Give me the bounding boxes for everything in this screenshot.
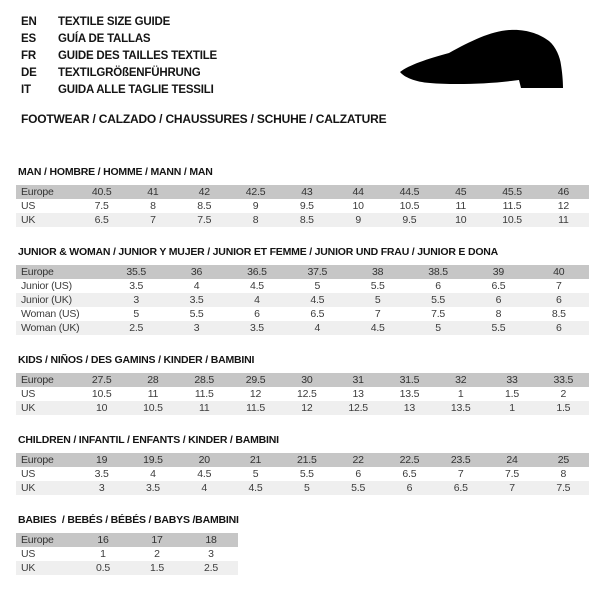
size-value-cell: 8.5 (281, 213, 332, 227)
size-value-cell: 44.5 (384, 185, 435, 199)
size-value-cell: 13.5 (435, 401, 486, 415)
size-value-cell: 3 (106, 293, 166, 307)
size-value-cell: 4.5 (287, 293, 347, 307)
size-table-title: KIDS / NIÑOS / DES GAMINS / KINDER / BAMBINI (18, 354, 255, 366)
size-value-cell: 24 (486, 453, 537, 467)
size-table (16, 185, 589, 227)
language-title: GUIDE DES TAILLES TEXTILE (58, 50, 217, 62)
row-label-cell: UK (16, 561, 76, 575)
language-title: GUIDA ALLE TAGLIE TESSILI (58, 84, 214, 96)
size-value-cell: 27.5 (76, 373, 127, 387)
size-value-cell: 8 (495, 308, 502, 320)
size-value-cell: 22.5 (384, 453, 435, 467)
size-value-cell: 3.5 (227, 321, 287, 335)
size-value-cell: 3 (76, 481, 127, 495)
size-value-cell: 9.5 (384, 213, 435, 227)
row-label-cell: Junior (UK) (16, 293, 106, 307)
size-value-cell: 7.5 (94, 200, 109, 212)
size-value-cell: 1.5 (505, 388, 520, 400)
size-value-cell: 11 (147, 388, 159, 400)
size-value-cell: 4.5 (230, 481, 281, 495)
size-value-cell: 7 (486, 481, 537, 495)
size-table (16, 373, 589, 415)
size-value-cell: 6.5 (310, 308, 325, 320)
size-value-cell: 10.5 (486, 213, 537, 227)
row-label-cell: Woman (UK) (16, 321, 106, 335)
table-row (16, 481, 589, 495)
language-row (21, 48, 386, 65)
row-label-cell: Woman (US) (21, 308, 80, 320)
size-value-cell: 18 (184, 533, 238, 547)
size-value-cell: 8.5 (551, 308, 566, 320)
row-label-cell: Europe (16, 185, 76, 199)
size-value-cell: 4 (227, 293, 287, 307)
size-value-cell: 30 (281, 373, 332, 387)
size-value-cell: 6 (468, 293, 528, 307)
row-label-cell: Europe (16, 533, 76, 547)
size-value-cell: 40 (529, 265, 589, 279)
row-label-cell: UK (16, 213, 76, 227)
size-value-cell: 12.5 (297, 388, 317, 400)
table-row (16, 321, 589, 335)
size-value-cell: 2 (154, 548, 160, 560)
table-row (16, 213, 589, 227)
row-label-cell: US (21, 200, 36, 212)
size-value-cell: 19.5 (127, 453, 178, 467)
size-value-cell: 31.5 (384, 373, 435, 387)
table-row (16, 467, 589, 481)
size-value-cell: 4 (287, 321, 347, 335)
size-value-cell: 40.5 (76, 185, 127, 199)
size-value-cell: 5 (281, 481, 332, 495)
size-value-cell: 6 (529, 293, 589, 307)
size-value-cell: 7 (555, 280, 562, 292)
size-value-cell: 11.5 (230, 401, 281, 415)
row-label-cell: US (21, 468, 36, 480)
size-value-cell: 3.5 (166, 293, 226, 307)
size-value-cell: 46 (538, 185, 589, 199)
size-value-cell: 12.5 (332, 401, 383, 415)
size-value-cell: 37.5 (287, 265, 347, 279)
size-value-cell: 4 (179, 481, 230, 495)
table-row (16, 293, 589, 307)
language-code: DE (21, 67, 37, 79)
size-table-section (16, 434, 589, 495)
size-value-cell: 10.5 (91, 388, 112, 400)
size-value-cell: 6.5 (402, 468, 417, 480)
size-value-cell: 2.5 (184, 561, 238, 575)
size-value-cell: 7 (457, 468, 464, 480)
size-table-section (16, 246, 589, 335)
size-value-cell: 6.5 (435, 481, 486, 495)
size-value-cell: 1 (100, 548, 106, 560)
size-table-section (16, 166, 589, 227)
size-value-cell: 22 (332, 453, 383, 467)
size-value-cell: 5.5 (468, 321, 528, 335)
size-value-cell: 12 (281, 401, 332, 415)
size-value-cell: 7.5 (431, 308, 446, 320)
size-value-cell: 12 (249, 388, 262, 400)
row-label-cell: US (21, 548, 36, 560)
row-label-cell: Junior (US) (21, 280, 72, 292)
size-value-cell: 6 (355, 468, 361, 480)
language-title: GUÍA DE TALLAS (58, 33, 151, 45)
size-value-cell: 21.5 (281, 453, 332, 467)
size-value-cell: 5 (408, 321, 468, 335)
size-value-cell: 6 (435, 280, 441, 292)
language-code: EN (21, 16, 37, 28)
size-value-cell: 36.5 (227, 265, 287, 279)
size-value-cell: 6 (384, 481, 435, 495)
table-row (16, 401, 589, 415)
size-value-cell: 32 (435, 373, 486, 387)
size-value-cell: 11 (455, 200, 466, 212)
size-value-cell: 11.5 (502, 200, 522, 212)
size-value-cell: 45.5 (486, 185, 537, 199)
size-value-cell: 7.5 (505, 468, 520, 480)
size-value-cell: 5.5 (370, 280, 385, 292)
size-value-cell: 5 (348, 293, 408, 307)
size-value-cell: 13 (384, 401, 435, 415)
size-value-cell: 5 (314, 280, 321, 292)
size-value-cell: 3 (166, 321, 226, 335)
size-value-cell: 13.5 (399, 388, 420, 400)
size-value-cell: 10 (76, 401, 127, 415)
row-label-cell: Europe (16, 373, 76, 387)
size-value-cell: 1 (486, 401, 537, 415)
size-value-cell: 5.5 (189, 308, 204, 320)
language-code: FR (21, 50, 36, 62)
language-code: IT (21, 84, 31, 96)
size-value-cell: 41 (127, 185, 178, 199)
size-value-cell: 2.5 (106, 321, 166, 335)
size-table (16, 533, 238, 575)
language-title: TEXTILE SIZE GUIDE (58, 16, 171, 28)
size-table-section (16, 354, 589, 415)
language-row (21, 14, 386, 31)
size-value-cell: 7 (374, 308, 381, 320)
language-code: ES (21, 33, 36, 45)
size-value-cell: 8 (150, 200, 156, 212)
table-row (16, 453, 589, 467)
language-row (21, 31, 386, 48)
size-value-cell: 38 (348, 265, 408, 279)
header (21, 14, 386, 126)
language-list (21, 14, 386, 99)
size-value-cell: 7.5 (538, 481, 589, 495)
size-value-cell: 0.5 (76, 561, 130, 575)
size-table-title: CHILDREN / INFANTIL / ENFANTS / KINDER / BAMBINI (18, 434, 279, 446)
size-value-cell: 6 (529, 321, 589, 335)
row-label-cell: Europe (16, 453, 76, 467)
size-value-cell: 25 (538, 453, 589, 467)
size-value-cell: 39 (468, 265, 528, 279)
row-label-cell: UK (16, 481, 76, 495)
size-value-cell: 42.5 (230, 185, 281, 199)
size-value-cell: 28 (127, 373, 178, 387)
table-row (16, 307, 589, 321)
size-value-cell: 6.5 (76, 213, 127, 227)
size-value-cell: 7 (127, 213, 178, 227)
table-row (16, 387, 589, 401)
row-label-cell: US (21, 388, 36, 400)
size-value-cell: 29.5 (230, 373, 281, 387)
size-value-cell: 12 (557, 200, 569, 212)
size-value-cell: 5.5 (332, 481, 383, 495)
size-value-cell: 3.5 (129, 280, 144, 292)
size-value-cell: 36 (166, 265, 226, 279)
language-row (21, 82, 386, 99)
size-value-cell: 19 (76, 453, 127, 467)
size-value-cell: 4 (150, 468, 156, 480)
table-row (16, 185, 589, 199)
size-value-cell: 33.5 (538, 373, 589, 387)
size-value-cell: 9.5 (299, 200, 314, 212)
table-row (16, 279, 589, 293)
size-value-cell: 13 (352, 388, 364, 400)
size-value-cell: 8 (560, 468, 567, 480)
size-value-cell: 5.5 (408, 293, 468, 307)
language-row (21, 65, 386, 82)
table-row (16, 533, 238, 547)
size-value-cell: 35.5 (106, 265, 166, 279)
size-value-cell: 20 (179, 453, 230, 467)
size-value-cell: 11 (538, 213, 589, 227)
size-value-cell: 4.5 (348, 321, 408, 335)
size-value-cell: 6 (254, 308, 260, 320)
size-value-cell: 5.5 (299, 468, 314, 480)
size-value-cell: 10.5 (127, 401, 178, 415)
size-value-cell: 4.5 (249, 280, 264, 292)
shoe-icon (397, 27, 573, 93)
size-value-cell: 44 (332, 185, 383, 199)
size-value-cell: 33 (486, 373, 537, 387)
category-line: FOOTWEAR / CALZADO / CHAUSSURES / SCHUHE / CALZATURE (21, 112, 387, 126)
table-row (16, 373, 589, 387)
size-value-cell: 3 (208, 548, 214, 560)
table-row (16, 265, 589, 279)
table-row (16, 547, 238, 561)
size-value-cell: 5 (133, 308, 139, 320)
size-value-cell: 6.5 (491, 280, 506, 292)
size-value-cell: 1 (457, 388, 464, 400)
size-value-cell: 8 (230, 213, 281, 227)
size-value-cell: 5 (252, 468, 259, 480)
size-value-cell: 1.5 (130, 561, 184, 575)
size-value-cell: 9 (332, 213, 383, 227)
size-value-cell: 10 (435, 213, 486, 227)
size-tables (16, 166, 589, 594)
size-table (16, 453, 589, 495)
size-value-cell: 11.5 (194, 388, 214, 400)
row-label-cell: Europe (16, 265, 106, 279)
table-row (16, 561, 238, 575)
size-table-title: JUNIOR & WOMAN / JUNIOR Y MUJER / JUNIOR ET FEMME / JUNIOR UND FRAU / JUNIOR E DONA (18, 246, 499, 258)
size-value-cell: 3.5 (94, 468, 109, 480)
size-value-cell: 4.5 (197, 468, 212, 480)
size-value-cell: 16 (76, 533, 130, 547)
size-value-cell: 10 (352, 200, 364, 212)
size-value-cell: 10.5 (399, 200, 420, 212)
size-value-cell: 4 (193, 280, 200, 292)
size-value-cell: 45 (435, 185, 486, 199)
size-value-cell: 7.5 (179, 213, 230, 227)
size-value-cell: 3.5 (127, 481, 178, 495)
size-value-cell: 31 (332, 373, 383, 387)
size-value-cell: 1.5 (538, 401, 589, 415)
size-value-cell: 2 (560, 388, 567, 400)
size-value-cell: 11 (179, 401, 230, 415)
size-value-cell: 21 (230, 453, 281, 467)
size-table-title: MAN / HOMBRE / HOMME / MANN / MAN (18, 166, 213, 178)
size-value-cell: 9 (252, 200, 259, 212)
size-table (16, 265, 589, 335)
size-value-cell: 8.5 (197, 200, 212, 212)
size-value-cell: 28.5 (179, 373, 230, 387)
row-label-cell: UK (16, 401, 76, 415)
size-table-section (16, 514, 589, 575)
table-row (16, 199, 589, 213)
size-value-cell: 17 (130, 533, 184, 547)
size-value-cell: 38.5 (408, 265, 468, 279)
size-table-title: BABIES / BEBÉS / BÉBÉS / BABYS /BAMBINI (18, 514, 239, 526)
size-value-cell: 43 (281, 185, 332, 199)
language-title: TEXTILGRÖßENFÜHRUNG (58, 67, 201, 79)
size-value-cell: 23.5 (435, 453, 486, 467)
size-value-cell: 42 (179, 185, 230, 199)
